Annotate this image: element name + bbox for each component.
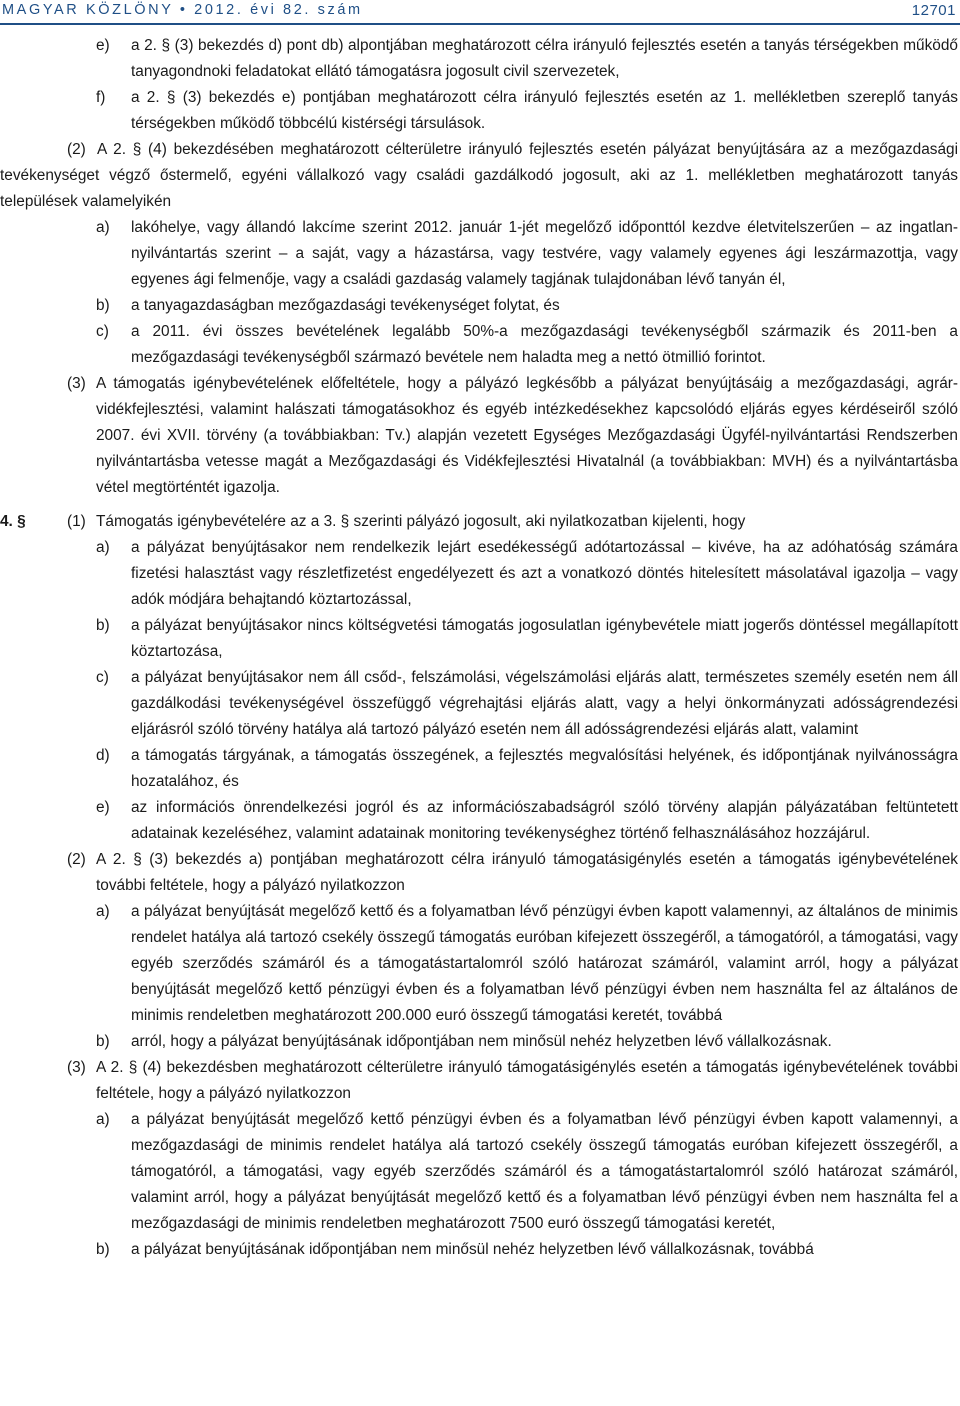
point-c — [0, 319, 958, 371]
paragraph-2 — [0, 847, 958, 899]
item-marker: e) — [96, 37, 110, 54]
item-marker: e) — [96, 799, 110, 816]
item-marker: (2) — [67, 851, 86, 868]
item-marker: a) — [96, 1111, 110, 1128]
item-text: a 2011. évi összes bevételének legalább 50%-a mezőgazdasági tevékenységből származik és 2011-ben a mezőgazdasági tevékenységből származó bevétele nem haladta meg a nettó ötmillió forintot. — [131, 323, 958, 366]
paragraph-3 — [0, 1055, 958, 1107]
item-marker: c) — [96, 669, 109, 686]
section-number: 4. § — [0, 513, 26, 530]
page-number: 12701 — [911, 2, 956, 19]
item-text: a 2. § (3) bekezdés d) pont db) alpontjában meghatározott célra irányuló fejlesztés esetén a tanyás térségekben működő tanyagondnoki feladatokat ellátó támogatásra jogosult civil szervezetek, — [131, 37, 958, 80]
item-marker: f) — [96, 89, 106, 106]
publication-title: MAGYAR KÖZLÖNY • 2012. évi 82. szám — [2, 2, 363, 18]
item-text: az információs önrendelkezési jogról és az információszabadságról szóló törvény alapján pályázatában feltüntetett adatainak kezeléséhez, valamint adatainak monitoring tevékenységhez történő felhasználásához hozzájárul. — [131, 799, 958, 842]
item-text: a pályázat benyújtását megelőző kettő pénzügyi évben és a folyamatban lévő pénzügyi évben kapott valamennyi, a mezőgazdasági de minimis rendelet hatálya alá tartozó csekély összegű támogatás euróban kifejezett összegéről, a támogatóról, a támogatási, vagy egyéb szerződés számáról és a támogatástartalomról szóló határozat számáról, valamint arról, hogy a pályázat benyújtását megelőző kettő és a folyamatban lévő pénzügyi évben nem használta fel a mezőgazdasági de minimis rendeletben meghatározott 7500 euró összegű támogatási keretét, — [131, 1111, 958, 1232]
point-a — [0, 215, 958, 293]
item-text: A támogatás igénybevételének előfeltétele, hogy a pályázó legkésőbb a pályázat benyújtásáig a mezőgazdasági, agrár-vidékfejlesztési, valamint halászati támogatásokhoz és egyéb intézkedésekhez kapcsolódó eljárás egyes kérdéseiről szóló 2007. évi XVII. törvény (a továbbiakban: Tv.) alapján vezetett Egységes Mezőgazdasági Ügyfél-nyilvántartási Rendszerben nyilvántartásba vetesse magát a Mezőgazdasági és Vidékfejlesztési Hivatalnál (a továbbiakban: MVH) és a nyilvántartásba vétel megtörténtét igazolja. — [96, 375, 958, 496]
point-c — [0, 665, 958, 743]
point-b — [0, 293, 958, 319]
point-d — [0, 743, 958, 795]
item-text: a pályázat benyújtását megelőző kettő és a folyamatban lévő pénzügyi évben kapott valamennyi, az általános de minimis rendelet hatálya alá tartozó csekély összegű támogatás euróban kifejezett összegéről, a támogatóról, a támogatási, vagy egyéb szerződés számáról és a támogatástartalomról szóló határozat számáról, valamint arról, hogy a pályázat benyújtását megelőző kettő pénzügyi évben és a folyamatban lévő pénzügyi évben nem használta fel az általános de minimis rendeletben meghatározott 200.000 euró összegű támogatási keretét, továbbá — [131, 903, 958, 1024]
paragraph-3 — [0, 371, 958, 501]
page-header — [0, 0, 960, 26]
item-text: a pályázat benyújtásának időpontjában nem minősül nehéz helyzetben lévő vállalkozásnak, továbbá — [131, 1241, 814, 1258]
item-text: arról, hogy a pályázat benyújtásának időpontjában nem minősül nehéz helyzetben lévő vállalkozásnak. — [131, 1033, 832, 1050]
item-marker: (2) — [67, 141, 86, 158]
item-text: a pályázat benyújtásakor nem áll csőd-, felszámolási, végelszámolási eljárás alatt, természetes személy esetén nem áll gazdálkodási tevékenységével összefüggő végrehajtási eljárás alatt, vagy a helyi önkormányzati adósságrendezési eljárásról szóló törvény hatálya alá tartozó pályázó esetén nem áll adósságrendezési eljárás alatt, valamint — [131, 669, 958, 738]
item-marker: b) — [96, 617, 110, 634]
section-4-paragraph-1 — [0, 509, 958, 535]
point-e — [0, 795, 958, 847]
point-a — [0, 535, 958, 613]
item-text: A 2. § (3) bekezdés a) pontjában meghatározott célra irányuló támogatásigénylés esetén a támogatás igénybevételének további feltétele, hogy a pályázó nyilatkozzon — [96, 851, 958, 894]
document-body — [0, 33, 958, 1263]
point-b — [0, 1029, 958, 1055]
paragraph-2 — [0, 137, 958, 215]
item-text: a 2. § (3) bekezdés e) pontjában meghatározott célra irányuló fejlesztés esetén az 1. mellékletben szereplő tanyás térségekben működő többcélú kistérségi társulások. — [131, 89, 958, 132]
header-rule — [0, 23, 960, 25]
item-marker: a) — [96, 903, 110, 920]
item-marker: (1) — [67, 513, 86, 530]
item-text: a pályázat benyújtásakor nem rendelkezik lejárt esedékességű adótartozással – kivéve, ha az adóhatóság számára fizetési halasztást vagy részletfizetést engedélyezett és azt a vonatkozó döntés hitelesített másolatával igazolja – vagy adók módjára behajtandó köztartozással, — [131, 539, 958, 608]
point-b — [0, 613, 958, 665]
point-b — [0, 1237, 958, 1263]
item-marker: b) — [96, 1241, 110, 1258]
item-marker: c) — [96, 323, 109, 340]
point-f — [0, 85, 958, 137]
item-text: Támogatás igénybevételére az a 3. § szerinti pályázó jogosult, aki nyilatkozatban kijelenti, hogy — [96, 513, 746, 530]
item-text: lakóhelye, vagy állandó lakcíme szerint 2012. január 1-jét megelőző időponttól kezdve életvitelszerűen – az ingatlan-nyilvántartás szerint – a saját, vagy a házastársa, vagy testvére, vagy valamely egyenes ági leszármazottja, vagy egyenes ági felmenője, vagy a családi gazdaság valamely tagjának tulajdonában lévő tanyán él, — [131, 219, 958, 288]
item-marker: a) — [96, 219, 110, 236]
point-a — [0, 1107, 958, 1237]
item-marker: d) — [96, 747, 110, 764]
item-marker: a) — [96, 539, 110, 556]
item-text: a támogatás tárgyának, a támogatás összegének, a fejlesztés megvalósítási helyének, és időpontjának nyilvánosságra hozatalához, és — [131, 747, 958, 790]
item-marker: b) — [96, 1033, 110, 1050]
item-text: a tanyagazdaságban mezőgazdasági tevékenységet folytat, és — [131, 297, 560, 314]
item-marker: b) — [96, 297, 110, 314]
item-marker: (3) — [67, 1059, 86, 1076]
point-a — [0, 899, 958, 1029]
item-text: A 2. § (4) bekezdésben meghatározott célterületre irányuló támogatásigénylés esetén a támogatás igénybevételének további feltétele, hogy a pályázó nyilatkozzon — [96, 1059, 958, 1102]
item-text: a pályázat benyújtásakor nincs költségvetési támogatás jogosulatlan igénybevétele miatt jogerős döntéssel megállapított köztartozása, — [131, 617, 958, 660]
item-marker: (3) — [67, 375, 86, 392]
point-e — [0, 33, 958, 85]
item-text: A 2. § (4) bekezdésében meghatározott célterületre irányuló fejlesztés esetén pályázat benyújtására az a mezőgazdasági tevékenységet végző őstermelő, egyéni vállalkozó vagy családi gazdálkodó jogosult, aki az 1. mellékletben meghatározott tanyás települések valamelyikén — [0, 141, 958, 210]
